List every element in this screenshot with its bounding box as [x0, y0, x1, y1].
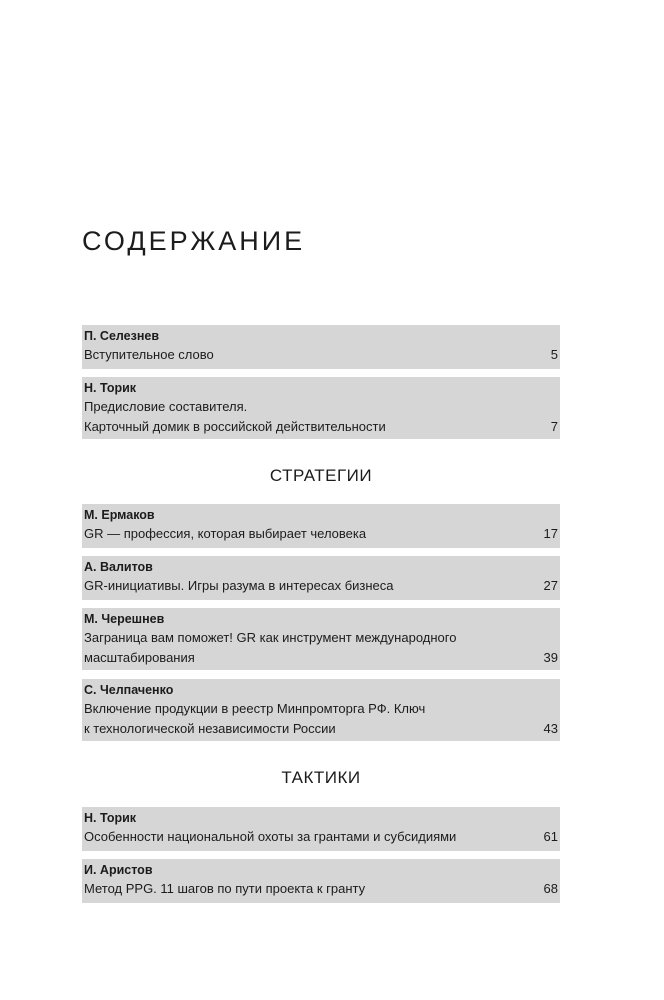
entry-title: Предисловие составителя.	[84, 399, 248, 414]
toc-entry[interactable]	[82, 807, 560, 851]
entry-page-number: 5	[550, 347, 558, 362]
entry-title: Карточный домик в российской действительности	[84, 419, 386, 434]
toc-entry[interactable]	[82, 859, 560, 903]
toc-entry[interactable]	[82, 608, 560, 670]
entry-author: С. Челпаченко	[84, 683, 174, 697]
entry-title: Вступительное слово	[84, 347, 214, 362]
entry-page-number: 43	[543, 721, 558, 736]
entry-page-number: 7	[550, 419, 558, 434]
section-heading: СТРАТЕГИИ	[269, 466, 373, 485]
toc-entry[interactable]	[82, 679, 560, 741]
toc-entry[interactable]	[82, 325, 560, 369]
section-heading: ТАКТИКИ	[281, 768, 361, 787]
entry-title: GR-инициативы. Игры разума в интересах бизнеса	[84, 578, 394, 593]
entry-author: Н. Торик	[84, 811, 137, 825]
toc-entry[interactable]	[82, 504, 560, 548]
entry-author: И. Аристов	[84, 863, 153, 877]
toc-entry[interactable]	[82, 377, 560, 439]
entry-title: Особенности национальной охоты за грантами и субсидиями	[84, 829, 457, 844]
entry-author: А. Валитов	[84, 560, 153, 574]
entry-page-number: 39	[543, 650, 558, 665]
toc-entry[interactable]	[82, 556, 560, 600]
page-title: СОДЕРЖАНИЕ	[82, 226, 306, 256]
entry-title: к технологической независимости России	[84, 721, 336, 736]
entry-author: Н. Торик	[84, 381, 137, 395]
entry-title: Метод PPG. 11 шагов по пути проекта к гранту	[84, 881, 366, 896]
entry-title: Заграница вам поможет! GR как инструмент международного	[84, 630, 457, 645]
entry-author: М. Ермаков	[84, 508, 155, 522]
entry-author: П. Селезнев	[84, 329, 160, 343]
entry-page-number: 27	[543, 578, 558, 593]
entry-page-number: 61	[543, 829, 558, 844]
entry-title: GR — профессия, которая выбирает человека	[84, 526, 367, 541]
entry-page-number: 68	[543, 881, 558, 896]
entry-title: масштабирования	[84, 650, 195, 665]
entry-author: М. Черешнев	[84, 612, 165, 626]
entry-title: Включение продукции в реестр Минпромторга РФ. Ключ	[84, 701, 426, 716]
entry-page-number: 17	[543, 526, 558, 541]
